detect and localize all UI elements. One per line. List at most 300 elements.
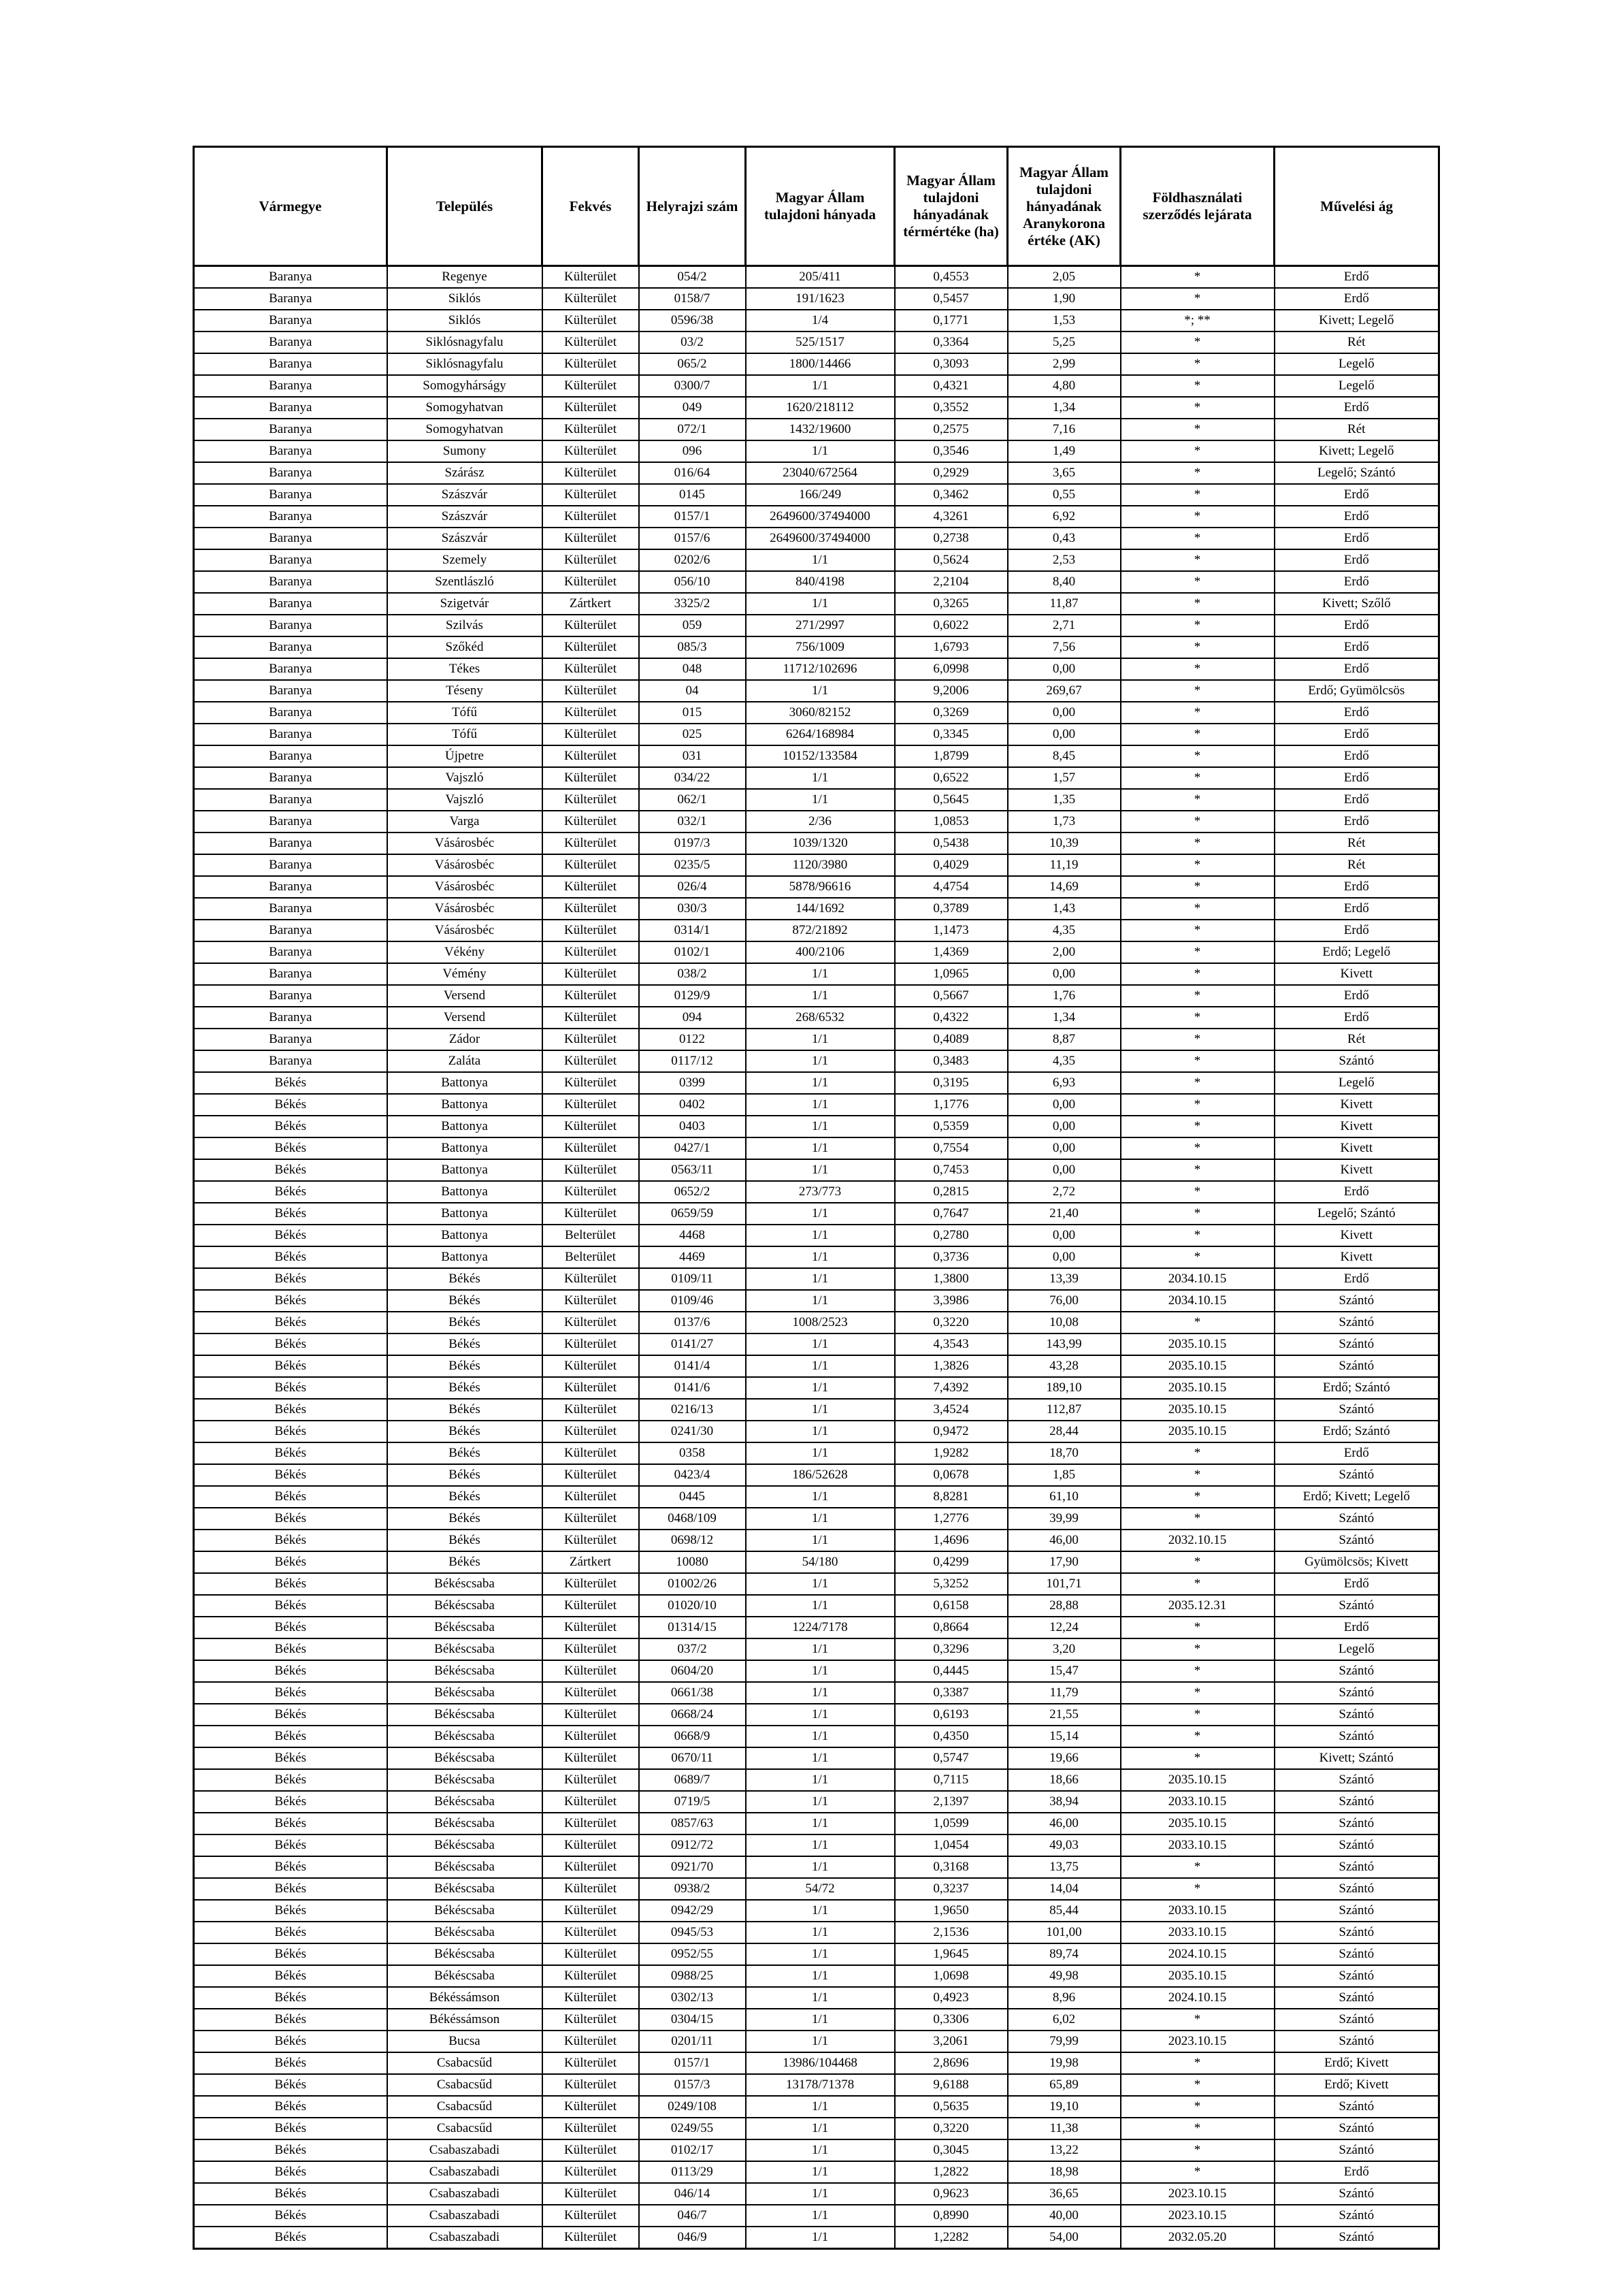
table-row [194,2074,1439,2096]
area-ha-cell: 0,3093 [895,353,1008,375]
location-type-cell: Külterület [542,1464,639,1486]
parcel-number-cell: 0304/15 [639,2009,746,2031]
contract-expiry-cell: * [1121,789,1275,811]
settlement-cell: Békés [387,1486,542,1508]
golden-crown-value-cell: 101,71 [1008,1573,1121,1595]
contract-expiry-cell: * [1121,811,1275,832]
location-type-cell: Külterület [542,2139,639,2161]
golden-crown-value-cell: 19,66 [1008,1747,1121,1769]
table-row [194,832,1439,854]
golden-crown-value-cell: 1,73 [1008,811,1121,832]
contract-expiry-cell: * [1121,1072,1275,1094]
cultivation-branch-cell: Legelő [1275,1638,1439,1660]
ownership-share-cell: 1/1 [746,1290,895,1312]
golden-crown-value-cell: 6,93 [1008,1072,1121,1094]
contract-expiry-cell: * [1121,571,1275,593]
table-row [194,1029,1439,1050]
contract-expiry-cell: * [1121,1312,1275,1333]
parcel-number-cell: 059 [639,615,746,636]
county-cell: Baranya [194,702,387,724]
settlement-cell: Tófű [387,702,542,724]
contract-expiry-cell: * [1121,266,1275,289]
county-cell: Békés [194,1965,387,1987]
county-cell: Békés [194,1878,387,1900]
contract-expiry-cell: * [1121,1159,1275,1181]
parcel-number-cell: 046/14 [639,2183,746,2205]
contract-expiry-cell: * [1121,506,1275,528]
county-cell: Békés [194,1442,387,1464]
cultivation-branch-cell: Erdő [1275,288,1439,310]
ownership-share-cell: 1/1 [746,1726,895,1747]
settlement-cell: Békéscsaba [387,1682,542,1704]
location-type-cell: Külterület [542,1965,639,1987]
parcel-number-cell: 0427/1 [639,1137,746,1159]
parcel-number-cell: 0719/5 [639,1791,746,1813]
location-type-cell: Külterület [542,1355,639,1377]
area-ha-cell: 0,2815 [895,1181,1008,1203]
settlement-cell: Somogyhárságy [387,375,542,397]
settlement-cell: Békéscsaba [387,1922,542,1943]
table-row [194,1551,1439,1573]
parcel-number-cell: 01314/15 [639,1617,746,1638]
settlement-cell: Battonya [387,1225,542,1246]
location-type-cell: Külterület [542,462,639,484]
cultivation-branch-cell: Szántó [1275,1900,1439,1922]
ownership-share-cell: 1120/3980 [746,854,895,876]
county-cell: Békés [194,1072,387,1094]
area-ha-cell: 0,7115 [895,1769,1008,1791]
location-type-cell: Külterület [542,419,639,440]
parcel-number-cell: 0314/1 [639,920,746,941]
location-type-cell: Külterület [542,528,639,549]
golden-crown-value-cell: 10,08 [1008,1312,1121,1333]
parcel-number-cell: 034/22 [639,767,746,789]
cultivation-branch-cell: Erdő; Szántó [1275,1377,1439,1399]
parcel-number-cell: 0402 [639,1094,746,1116]
ownership-share-cell: 2649600/37494000 [746,506,895,528]
golden-crown-value-cell: 49,98 [1008,1965,1121,1987]
parcel-number-cell: 016/64 [639,462,746,484]
table-row [194,1333,1439,1355]
parcel-number-cell: 015 [639,702,746,724]
settlement-cell: Siklós [387,288,542,310]
ownership-share-cell: 1/1 [746,1072,895,1094]
ownership-share-cell: 54/180 [746,1551,895,1573]
settlement-cell: Békéscsaba [387,1965,542,1987]
parcel-number-cell: 030/3 [639,898,746,920]
location-type-cell: Külterület [542,1987,639,2009]
location-type-cell: Külterület [542,1508,639,1530]
ownership-share-cell: 2/36 [746,811,895,832]
golden-crown-value-cell: 2,05 [1008,266,1121,289]
county-cell: Békés [194,2074,387,2096]
settlement-cell: Csabacsűd [387,2052,542,2074]
parcel-number-cell: 046/7 [639,2205,746,2227]
cultivation-branch-cell: Erdő [1275,767,1439,789]
area-ha-cell: 0,3552 [895,397,1008,419]
table-row [194,1094,1439,1116]
area-ha-cell: 0,6522 [895,767,1008,789]
area-ha-cell: 0,4322 [895,1007,1008,1029]
area-ha-cell: 0,3296 [895,1638,1008,1660]
table-row [194,1638,1439,1660]
county-cell: Békés [194,1203,387,1225]
golden-crown-value-cell: 89,74 [1008,1943,1121,1965]
county-cell: Békés [194,1834,387,1856]
table-row [194,2031,1439,2052]
cultivation-branch-cell: Erdő [1275,789,1439,811]
county-cell: Békés [194,1943,387,1965]
area-ha-cell: 3,3986 [895,1290,1008,1312]
area-ha-cell: 4,3543 [895,1333,1008,1355]
location-type-cell: Külterület [542,1072,639,1094]
county-cell: Békés [194,1922,387,1943]
ownership-share-cell: 840/4198 [746,571,895,593]
location-type-cell: Külterület [542,1922,639,1943]
parcel-number-cell: 032/1 [639,811,746,832]
location-type-cell: Külterület [542,1943,639,1965]
golden-crown-value-cell: 49,03 [1008,1834,1121,1856]
location-type-cell: Külterület [542,2227,639,2249]
cultivation-branch-cell: Legelő [1275,375,1439,397]
table-row [194,310,1439,332]
parcel-number-cell: 0141/4 [639,1355,746,1377]
table-row [194,789,1439,811]
parcel-number-cell: 0668/9 [639,1726,746,1747]
settlement-cell: Siklósnagyfalu [387,353,542,375]
parcel-number-cell: 094 [639,1007,746,1029]
parcel-number-cell: 0302/13 [639,1987,746,2009]
contract-expiry-cell: 2024.10.15 [1121,1943,1275,1965]
area-ha-cell: 1,3826 [895,1355,1008,1377]
location-type-cell: Külterület [542,375,639,397]
golden-crown-value-cell: 21,40 [1008,1203,1121,1225]
location-type-cell: Külterület [542,288,639,310]
cultivation-branch-cell: Erdő [1275,745,1439,767]
golden-crown-value-cell: 15,47 [1008,1660,1121,1682]
county-cell: Baranya [194,549,387,571]
golden-crown-value-cell: 3,65 [1008,462,1121,484]
contract-expiry-cell: 2033.10.15 [1121,1900,1275,1922]
settlement-cell: Siklósnagyfalu [387,332,542,353]
golden-crown-value-cell: 11,87 [1008,593,1121,615]
county-cell: Baranya [194,419,387,440]
county-cell: Békés [194,2118,387,2139]
cultivation-branch-cell: Szántó [1275,1878,1439,1900]
county-cell: Békés [194,1486,387,1508]
cultivation-branch-cell: Kivett [1275,963,1439,985]
location-type-cell: Külterület [542,2096,639,2118]
parcel-number-cell: 0358 [639,1442,746,1464]
contract-expiry-cell: * [1121,898,1275,920]
area-ha-cell: 0,3546 [895,440,1008,462]
area-ha-cell: 2,1397 [895,1791,1008,1813]
contract-expiry-cell: * [1121,332,1275,353]
ownership-share-cell: 186/52628 [746,1464,895,1486]
cultivation-branch-cell: Rét [1275,854,1439,876]
area-ha-cell: 0,4445 [895,1660,1008,1682]
parcel-number-cell: 0399 [639,1072,746,1094]
table-row [194,1747,1439,1769]
county-cell: Baranya [194,310,387,332]
location-type-cell: Külterület [542,1159,639,1181]
county-cell: Baranya [194,353,387,375]
golden-crown-value-cell: 0,00 [1008,1137,1121,1159]
ownership-share-cell: 1/1 [746,1856,895,1878]
table-row [194,1900,1439,1922]
area-ha-cell: 0,2575 [895,419,1008,440]
county-cell: Békés [194,1312,387,1333]
golden-crown-value-cell: 7,16 [1008,419,1121,440]
cultivation-branch-cell: Erdő [1275,484,1439,506]
parcel-number-cell: 0113/29 [639,2161,746,2183]
cultivation-branch-cell: Kivett; Szántó [1275,1747,1439,1769]
cultivation-branch-cell: Erdő [1275,985,1439,1007]
county-cell: Békés [194,1094,387,1116]
area-ha-cell: 0,3237 [895,1878,1008,1900]
settlement-cell: Újpetre [387,745,542,767]
county-cell: Békés [194,2227,387,2249]
contract-expiry-cell: * [1121,440,1275,462]
cultivation-branch-cell: Erdő [1275,1573,1439,1595]
location-type-cell: Külterület [542,1029,639,1050]
settlement-cell: Békéscsaba [387,1813,542,1834]
golden-crown-value-cell: 1,34 [1008,397,1121,419]
ownership-share-cell: 1/1 [746,985,895,1007]
parcel-number-cell: 0102/1 [639,941,746,963]
contract-expiry-cell: * [1121,462,1275,484]
location-type-cell: Külterület [542,2009,639,2031]
location-type-cell: Külterület [542,811,639,832]
ownership-share-cell: 1/1 [746,1225,895,1246]
settlement-cell: Szőkéd [387,636,542,658]
parcel-number-cell: 0659/59 [639,1203,746,1225]
table-row [194,2118,1439,2139]
contract-expiry-cell: * [1121,2074,1275,2096]
contract-expiry-cell: * [1121,2118,1275,2139]
settlement-cell: Szászvár [387,506,542,528]
golden-crown-value-cell: 1,53 [1008,310,1121,332]
ownership-share-cell: 2649600/37494000 [746,528,895,549]
area-ha-cell: 0,4321 [895,375,1008,397]
contract-expiry-cell: * [1121,1007,1275,1029]
area-ha-cell: 1,6793 [895,636,1008,658]
contract-expiry-cell: * [1121,593,1275,615]
cultivation-branch-cell: Erdő [1275,702,1439,724]
golden-crown-value-cell: 12,24 [1008,1617,1121,1638]
cultivation-branch-cell: Erdő; Gyümölcsös [1275,680,1439,702]
ownership-share-cell: 1/1 [746,1791,895,1813]
cultivation-branch-cell: Gyümölcsös; Kivett [1275,1551,1439,1573]
golden-crown-value-cell: 101,00 [1008,1922,1121,1943]
county-cell: Baranya [194,440,387,462]
cultivation-branch-cell: Szántó [1275,2009,1439,2031]
table-row [194,680,1439,702]
cultivation-branch-cell: Szántó [1275,2183,1439,2205]
settlement-cell: Békés [387,1333,542,1355]
county-cell: Békés [194,1551,387,1573]
cultivation-branch-cell: Szántó [1275,1726,1439,1747]
golden-crown-value-cell: 1,34 [1008,1007,1121,1029]
golden-crown-value-cell: 79,99 [1008,2031,1121,2052]
table-row [194,419,1439,440]
settlement-cell: Somogyhatvan [387,419,542,440]
golden-crown-value-cell: 7,56 [1008,636,1121,658]
location-type-cell: Külterület [542,1007,639,1029]
ownership-share-cell: 1/1 [746,1638,895,1660]
table-row [194,1987,1439,2009]
settlement-cell: Bucsa [387,2031,542,2052]
county-cell: Békés [194,1813,387,1834]
contract-expiry-cell: * [1121,1747,1275,1769]
contract-expiry-cell: * [1121,963,1275,985]
table-row [194,1856,1439,1878]
county-cell: Békés [194,1726,387,1747]
cultivation-branch-cell: Erdő [1275,1268,1439,1290]
ownership-share-cell: 1/1 [746,2096,895,2118]
table-row [194,1769,1439,1791]
parcel-number-cell: 03/2 [639,332,746,353]
settlement-cell: Békéscsaba [387,1878,542,1900]
cultivation-branch-cell: Erdő [1275,1442,1439,1464]
parcel-number-cell: 0249/108 [639,2096,746,2118]
county-cell: Békés [194,1769,387,1791]
contract-expiry-cell: * [1121,353,1275,375]
table-row [194,1442,1439,1464]
county-cell: Baranya [194,876,387,898]
ownership-share-cell: 1/1 [746,1355,895,1377]
ownership-share-cell: 1/1 [746,1922,895,1943]
contract-expiry-cell: * [1121,1225,1275,1246]
cultivation-branch-cell: Kivett [1275,1246,1439,1268]
parcel-number-cell: 0403 [639,1116,746,1137]
location-type-cell: Külterület [542,332,639,353]
cultivation-branch-cell: Szántó [1275,1704,1439,1726]
parcel-number-cell: 0300/7 [639,375,746,397]
location-type-cell: Külterület [542,1791,639,1813]
golden-crown-value-cell: 11,79 [1008,1682,1121,1704]
contract-expiry-cell: * [1121,702,1275,724]
settlement-cell: Battonya [387,1116,542,1137]
cultivation-branch-cell: Erdő [1275,658,1439,680]
ownership-share-cell: 1224/7178 [746,1617,895,1638]
golden-crown-value-cell: 0,55 [1008,484,1121,506]
ownership-share-cell: 11712/102696 [746,658,895,680]
location-type-cell: Külterület [542,920,639,941]
ownership-share-cell: 166/249 [746,484,895,506]
ownership-share-cell: 1/1 [746,1442,895,1464]
settlement-cell: Zaláta [387,1050,542,1072]
settlement-cell: Szentlászló [387,571,542,593]
county-cell: Békés [194,1137,387,1159]
cultivation-branch-cell: Erdő [1275,397,1439,419]
location-type-cell: Belterület [542,1246,639,1268]
county-cell: Baranya [194,1029,387,1050]
parcel-number-cell: 0661/38 [639,1682,746,1704]
contract-expiry-cell: 2035.12.31 [1121,1595,1275,1617]
cultivation-branch-cell: Erdő [1275,615,1439,636]
cultivation-branch-cell: Legelő [1275,1072,1439,1094]
golden-crown-value-cell: 46,00 [1008,1530,1121,1551]
location-type-cell: Külterület [542,2118,639,2139]
golden-crown-value-cell: 13,22 [1008,2139,1121,2161]
location-type-cell: Külterület [542,310,639,332]
parcel-number-cell: 046/9 [639,2227,746,2249]
cultivation-branch-cell: Szántó [1275,1464,1439,1486]
contract-expiry-cell: 2035.10.15 [1121,1421,1275,1442]
location-type-cell: Külterület [542,1638,639,1660]
area-ha-cell: 1,1776 [895,1094,1008,1116]
county-cell: Békés [194,1856,387,1878]
header-tulajdoni-hanyad: Magyar Állam tulajdoni hányada [746,147,895,266]
golden-crown-value-cell: 0,00 [1008,1116,1121,1137]
table-row [194,462,1439,484]
contract-expiry-cell: * [1121,1682,1275,1704]
cultivation-branch-cell: Szántó [1275,2096,1439,2118]
county-cell: Baranya [194,941,387,963]
table-row [194,1530,1439,1551]
settlement-cell: Battonya [387,1072,542,1094]
golden-crown-value-cell: 19,10 [1008,2096,1121,2118]
location-type-cell: Külterület [542,1834,639,1856]
table-row [194,1050,1439,1072]
ownership-share-cell: 3060/82152 [746,702,895,724]
ownership-share-cell: 1/1 [746,680,895,702]
contract-expiry-cell: 2032.05.20 [1121,2227,1275,2249]
county-cell: Békés [194,2161,387,2183]
area-ha-cell: 0,3168 [895,1856,1008,1878]
county-cell: Baranya [194,375,387,397]
area-ha-cell: 0,5667 [895,985,1008,1007]
contract-expiry-cell: * [1121,1029,1275,1050]
contract-expiry-cell: * [1121,2096,1275,2118]
golden-crown-value-cell: 36,65 [1008,2183,1121,2205]
table-row [194,745,1439,767]
table-row [194,1726,1439,1747]
parcel-number-cell: 0102/17 [639,2139,746,2161]
ownership-share-cell: 6264/168984 [746,724,895,745]
county-cell: Baranya [194,462,387,484]
contract-expiry-cell: * [1121,2052,1275,2074]
county-cell: Békés [194,2052,387,2074]
location-type-cell: Külterület [542,636,639,658]
parcel-number-cell: 0157/3 [639,2074,746,2096]
contract-expiry-cell: * [1121,1551,1275,1573]
location-type-cell: Külterület [542,1050,639,1072]
settlement-cell: Csabaszabadi [387,2161,542,2183]
ownership-share-cell: 1/1 [746,1573,895,1595]
area-ha-cell: 8,8281 [895,1486,1008,1508]
cultivation-branch-cell: Erdő [1275,920,1439,941]
table-row [194,941,1439,963]
parcel-number-cell: 0157/1 [639,2052,746,2074]
location-type-cell: Külterület [542,680,639,702]
parcel-number-cell: 0235/5 [639,854,746,876]
parcel-number-cell: 056/10 [639,571,746,593]
settlement-cell: Battonya [387,1203,542,1225]
table-row [194,549,1439,571]
golden-crown-value-cell: 269,67 [1008,680,1121,702]
location-type-cell: Külterület [542,1769,639,1791]
contract-expiry-cell: * [1121,1486,1275,1508]
table-row [194,1007,1439,1029]
cultivation-branch-cell: Szántó [1275,1922,1439,1943]
table-row [194,2052,1439,2074]
cultivation-branch-cell: Erdő; Szántó [1275,1421,1439,1442]
ownership-share-cell: 756/1009 [746,636,895,658]
cultivation-branch-cell: Szántó [1275,1834,1439,1856]
county-cell: Baranya [194,571,387,593]
